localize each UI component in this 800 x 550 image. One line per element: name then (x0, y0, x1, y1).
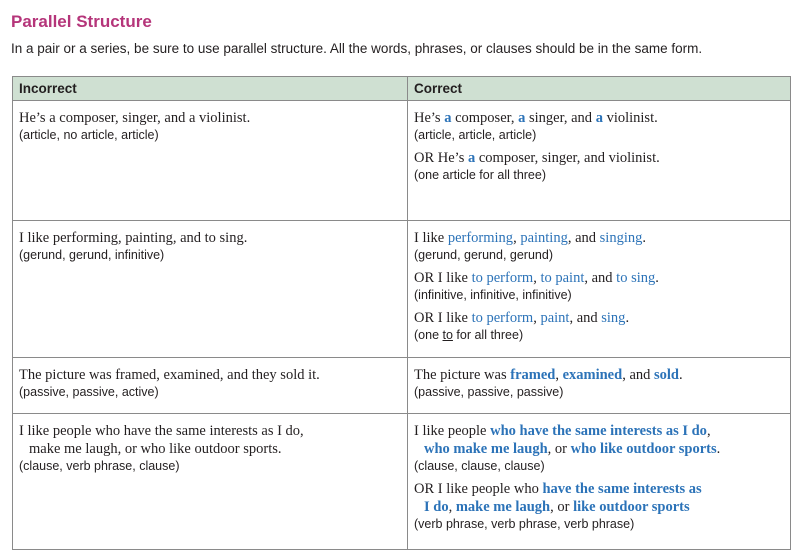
table-row (13, 414, 791, 550)
header-incorrect: Incorrect (13, 77, 408, 101)
incorrect-cell (13, 358, 408, 414)
table-row (13, 358, 791, 414)
correct-note: (clause, clause, clause) (414, 459, 545, 473)
correct-note: (gerund, gerund, gerund) (414, 248, 553, 262)
incorrect-cell (13, 221, 408, 358)
correct-note: (article, article, article) (414, 128, 537, 142)
incorrect-sentence: I like performing, painting, and to sing. (19, 230, 248, 246)
correct-sentence: The picture was framed, examined, and sold. (414, 367, 683, 383)
page-title: Parallel Structure (11, 12, 152, 31)
incorrect-note: (article, no article, article) (19, 128, 159, 142)
correct-sentence-alt-cont: I do, make me laugh, or like outdoor sports (424, 499, 690, 515)
correct-sentence: I like people who have the same interests as I do, (414, 423, 711, 439)
correct-note-alt: (infinitive, infinitive, infinitive) (414, 288, 572, 302)
incorrect-cell (13, 101, 408, 221)
incorrect-sentence: The picture was framed, examined, and they sold it. (19, 367, 320, 383)
table-row (13, 221, 791, 358)
incorrect-note: (passive, passive, active) (19, 385, 159, 399)
table-row (13, 101, 791, 221)
incorrect-sentence: I like people who have the same interests as I do, (19, 423, 304, 439)
correct-note-alt: (verb phrase, verb phrase, verb phrase) (414, 517, 635, 531)
incorrect-sentence-cont: make me laugh, or who like outdoor sports. (29, 441, 282, 457)
correct-note: (passive, passive, passive) (414, 385, 564, 399)
correct-sentence: He’s a composer, a singer, and a violinist. (414, 110, 658, 126)
correct-sentence-cont: who make me laugh, or who like outdoor sports. (424, 441, 721, 457)
correct-note-alt-2: (one to for all three) (414, 328, 524, 342)
intro-text: In a pair or a series, be sure to use parallel structure. All the words, phrases, or clauses should be in the same form. (11, 41, 703, 56)
correct-note-alt: (one article for all three) (414, 168, 547, 182)
correct-cell (408, 101, 791, 221)
correct-sentence: I like performing, painting, and singing. (414, 230, 646, 246)
correct-cell (408, 221, 791, 358)
correct-sentence-alt-2: OR I like to perform, paint, and sing. (414, 310, 630, 326)
header-row (13, 77, 791, 101)
header-correct: Correct (408, 77, 791, 101)
incorrect-cell (13, 414, 408, 550)
correct-sentence-alt: OR I like to perform, to paint, and to sing. (414, 270, 659, 286)
correct-sentence-alt: OR He’s a composer, singer, and violinist. (414, 150, 660, 166)
correct-cell (408, 414, 791, 550)
incorrect-note: (clause, verb phrase, clause) (19, 459, 180, 473)
correct-sentence-alt: OR I like people who have the same interests as (414, 481, 702, 497)
incorrect-sentence: He’s a composer, singer, and a violinist. (19, 110, 251, 126)
correct-cell (408, 358, 791, 414)
incorrect-note: (gerund, gerund, infinitive) (19, 248, 165, 262)
parallel-structure-table (12, 76, 791, 550)
